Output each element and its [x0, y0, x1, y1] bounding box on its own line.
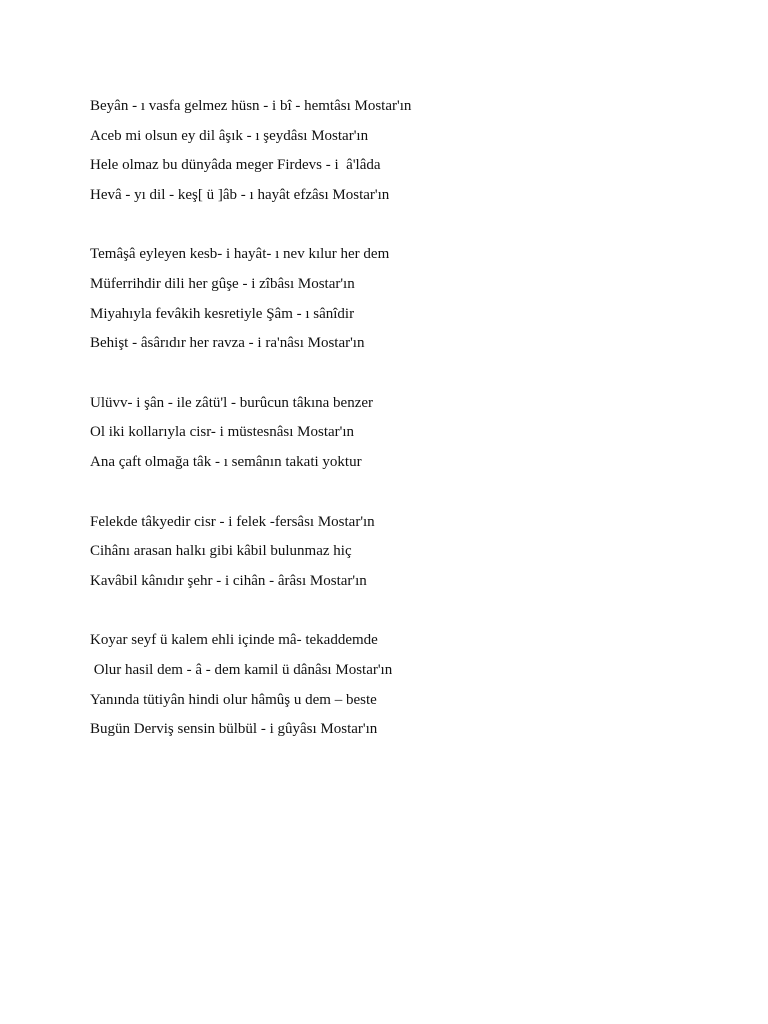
poem-body: [90, 92, 710, 775]
poem-line: Ulüvv- i şân - ile zâtü'l - burûcun tâkına benzer: [90, 394, 374, 411]
poem-line: Beyân - ı vasfa gelmez hüsn - i bî - hemtâsı Mostar'ın: [90, 98, 412, 114]
stanza-1: [90, 92, 710, 210]
poem-line: Hele olmaz bu dünyâda meger Firdevs - i â'lâda: [90, 157, 381, 174]
stanza-5: [90, 626, 710, 744]
stanza-4: [90, 508, 710, 597]
poem-line: Hevâ - yı dil - keş[ ü ]âb - ı hayât efzâsı Mostar'ın: [90, 186, 390, 203]
poem-line: Miyahıyla fevâkih kesretiyle Şâm - ı sânîdir: [90, 305, 355, 322]
poem-line: Yanında tütiyân hindi olur hâmûş u dem – beste: [90, 691, 377, 708]
poem-line: Koyar seyf ü kalem ehli içinde mâ- tekaddemde: [90, 632, 378, 649]
stanza-3: [90, 389, 710, 478]
poem-line: Kavâbil kânıdır şehr - i cihân - ârâsı Mostar'ın: [90, 572, 367, 589]
poem-line: Ana çaft olmağa tâk - ı semânın takati yoktur: [90, 453, 362, 470]
poem-line: Felekde tâkyedir cisr - i felek -fersâsı Mostar'ın: [90, 513, 375, 530]
poem-line: Behişt - âsârıdır her ravza - i ra'nâsı Mostar'ın: [90, 335, 365, 352]
poem-line: Olur hasil dem - â - dem kamil ü dânâsı Mostar'ın: [90, 661, 393, 678]
stanza-2: [90, 240, 710, 358]
poem-line: Ol iki kollarıyla cisr- i müstesnâsı Mostar'ın: [90, 424, 355, 441]
poem-line: Cihânı arasan halkı gibi kâbil bulunmaz hiç: [90, 543, 352, 560]
poem-line: Aceb mi olsun ey dil âşık - ı şeydâsı Mostar'ın: [90, 127, 369, 144]
poem-line: Bugün Derviş sensin bülbül - i gûyâsı Mostar'ın: [90, 721, 378, 738]
poem-line: Temâşâ eyleyen kesb- i hayât- ı nev kılur her dem: [90, 246, 390, 263]
poem-line: Müferrihdir dili her gûşe - i zîbâsı Mostar'ın: [90, 275, 355, 292]
